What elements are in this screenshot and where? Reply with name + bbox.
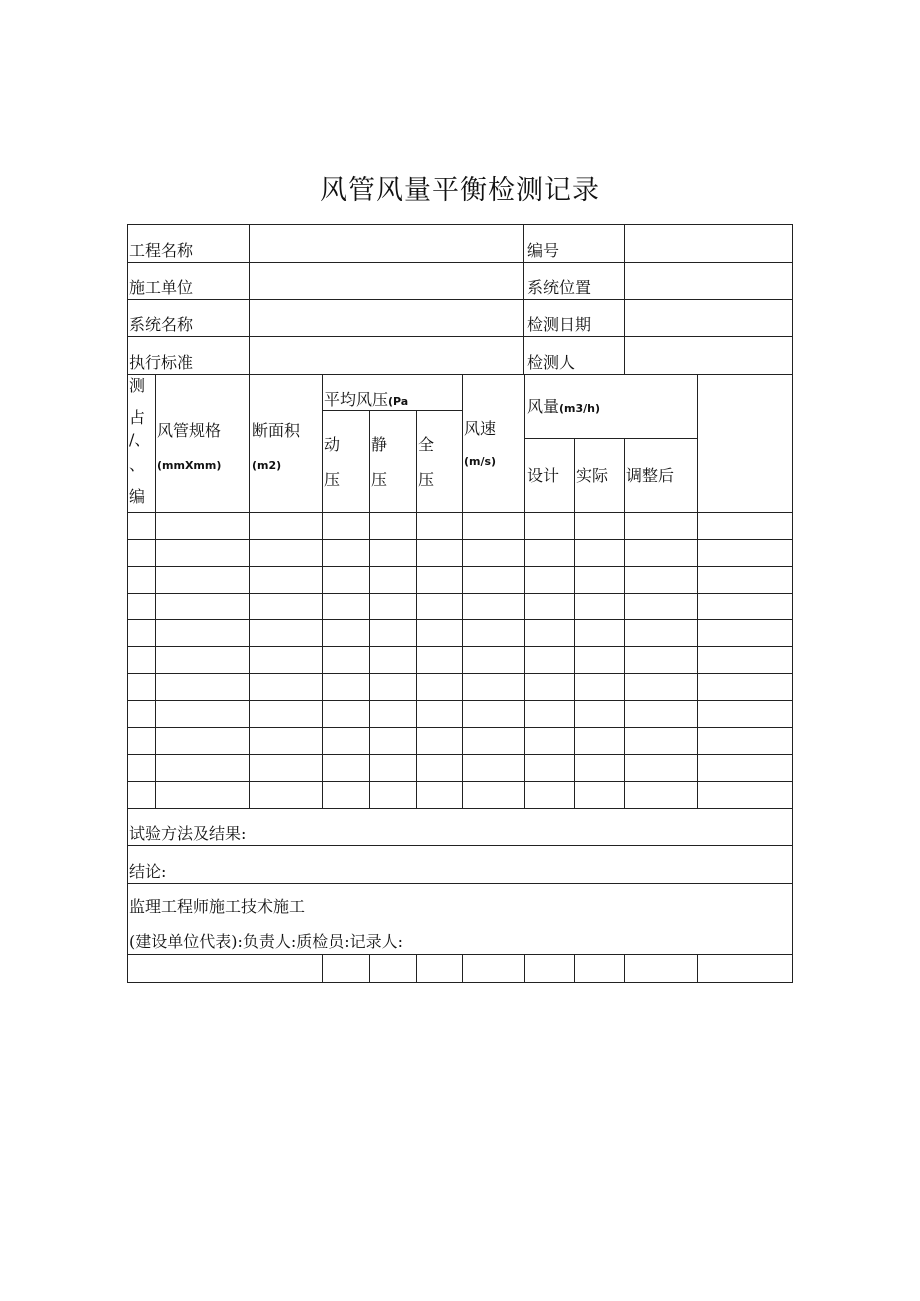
label-tester: 检测人: [527, 353, 576, 372]
header-point-no-3: /、: [129, 430, 151, 449]
label-system-name: 系统名称: [129, 315, 194, 334]
label-number: 编号: [527, 241, 560, 260]
header-point-no-4: 、: [129, 455, 146, 474]
header-duct-spec: 风管规格: [157, 421, 222, 440]
header-dynamic-2: 压: [324, 470, 341, 489]
header-velocity: 风速: [464, 419, 497, 438]
header-adjusted: 调整后: [626, 466, 675, 485]
label-construction-unit: 施工单位: [129, 278, 194, 297]
header-total-2: 压: [418, 470, 435, 489]
header-total-1: 全: [418, 435, 435, 454]
header-point-no-2: 占: [129, 408, 146, 427]
header-area: 断面积: [252, 421, 301, 440]
header-velocity-unit: (m∕s): [464, 455, 497, 468]
header-duct-spec-unit: (mmXmm): [157, 459, 222, 472]
label-system-location: 系统位置: [527, 278, 592, 297]
header-area-unit: (m2): [252, 459, 282, 472]
header-point-no-5: 编: [129, 487, 146, 506]
header-design: 设计: [527, 466, 560, 485]
header-point-no-1: 测: [129, 376, 146, 395]
footer-signers-2: (建设单位代表):负责人:质检员:记录人:: [129, 932, 404, 951]
header-actual: 实际: [576, 466, 609, 485]
label-project-name: 工程名称: [129, 241, 194, 260]
footer-method: 试验方法及结果:: [129, 824, 247, 843]
header-static-2: 压: [371, 470, 388, 489]
label-standard: 执行标准: [129, 353, 194, 372]
header-avg-pressure: 平均风压(Pa: [324, 390, 409, 409]
footer-conclusion: 结论:: [129, 862, 167, 881]
header-static-1: 静: [371, 435, 388, 454]
header-volume: 风量(m3∕h): [527, 397, 601, 416]
footer-signers-1: 监理工程师施工技术施工: [129, 897, 306, 916]
label-test-date: 检测日期: [527, 315, 592, 334]
page-title: 风管风量平衡检测记录: [320, 175, 600, 206]
header-dynamic-1: 动: [324, 435, 341, 454]
